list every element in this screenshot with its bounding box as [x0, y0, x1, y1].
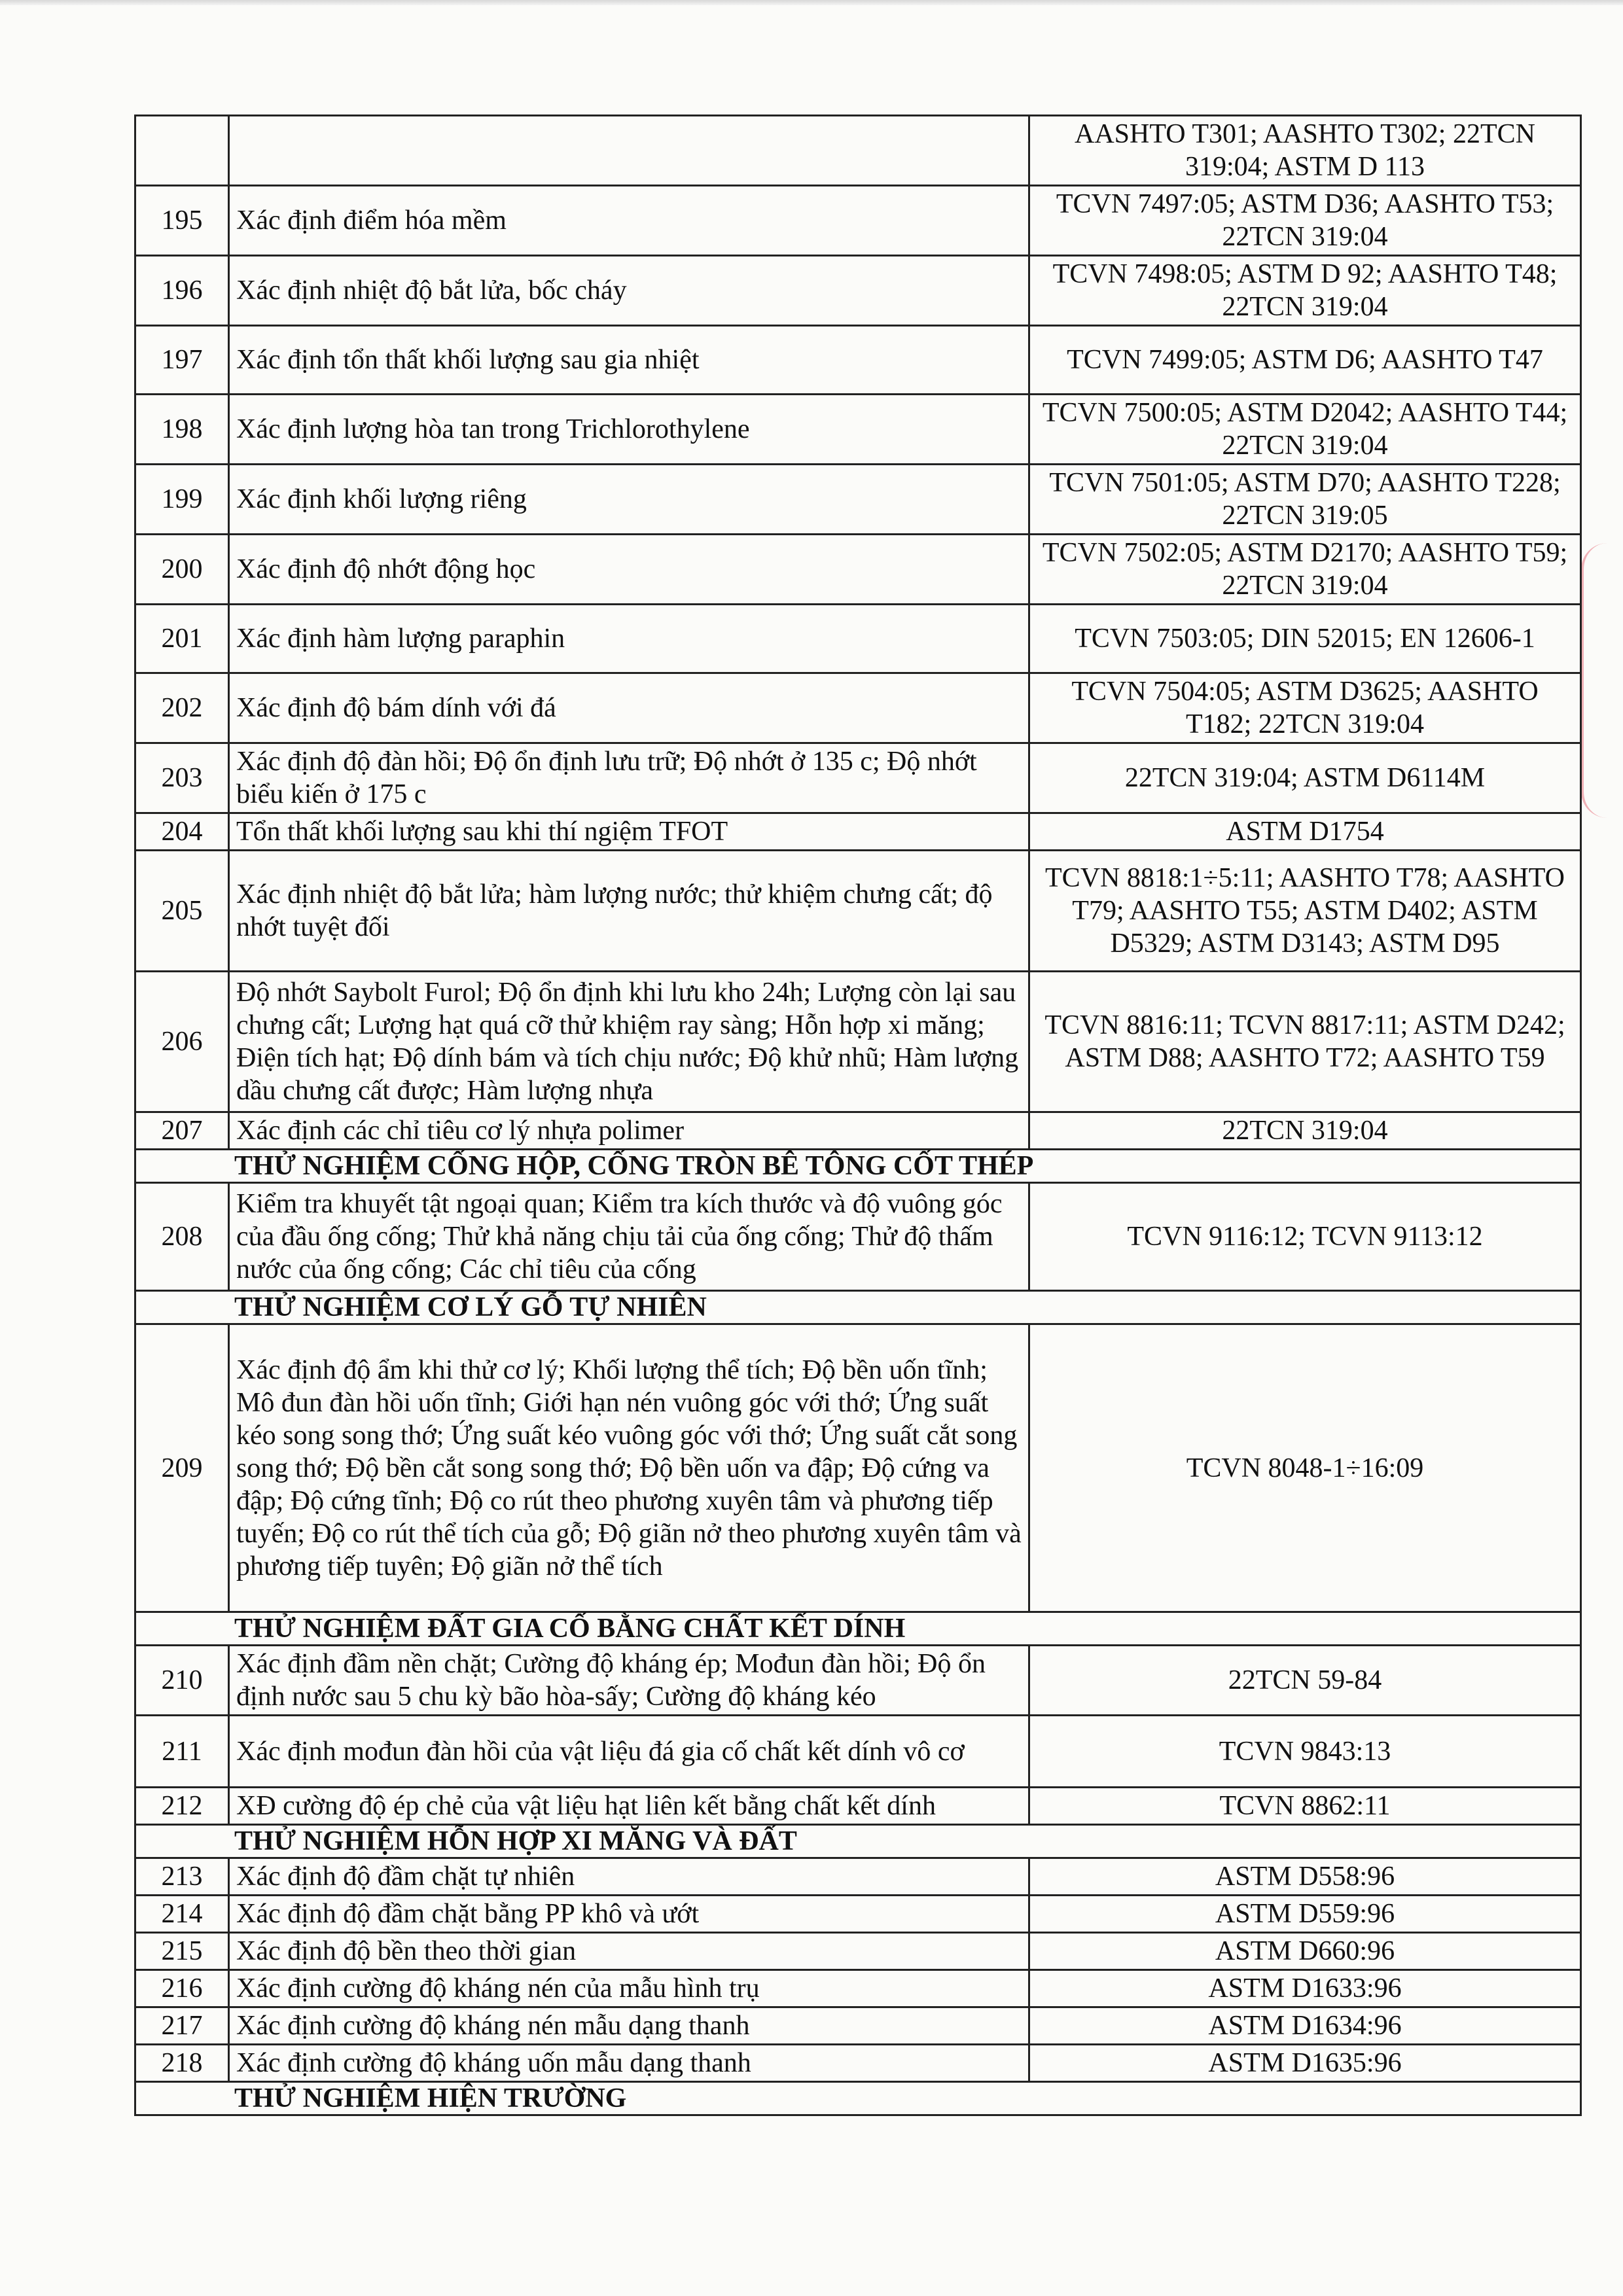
table-row [135, 116, 1581, 186]
row-number: 211 [135, 1716, 229, 1788]
test-standard: TCVN 7497:05; ASTM D36; AASHTO T53; 22TCN 319:04 [1029, 186, 1581, 256]
table-row [135, 2045, 1581, 2082]
row-number: 213 [135, 1858, 229, 1896]
table-row [135, 465, 1581, 535]
section-header-row [135, 1825, 1581, 1858]
row-number: 206 [135, 972, 229, 1112]
section-title: THỬ NGHIỆM HỖN HỢP XI MĂNG VÀ ĐẤT [135, 1825, 1581, 1858]
row-number: 203 [135, 743, 229, 813]
test-standard: ASTM D559:96 [1029, 1896, 1581, 1933]
test-standard: 22TCN 319:04; ASTM D6114M [1029, 743, 1581, 813]
row-number: 214 [135, 1896, 229, 1933]
table-row [135, 1933, 1581, 1970]
table-row [135, 851, 1581, 972]
section-header-row [135, 1150, 1581, 1183]
table-row [135, 395, 1581, 465]
scan-edge [0, 0, 1623, 5]
test-description: Xác định khối lượng riêng [229, 465, 1029, 535]
test-standard: 22TCN 59-84 [1029, 1646, 1581, 1716]
test-standard: TCVN 9843:13 [1029, 1716, 1581, 1788]
row-number [135, 116, 229, 186]
test-description: Xác định độ đầm chặt bằng PP khô và ướt [229, 1896, 1029, 1933]
test-standard: TCVN 8818:1÷5:11; AASHTO T78; AASHTO T79; AASHTO T55; ASTM D402; ASTM D5329; ASTM D3143; ASTM D95 [1029, 851, 1581, 972]
test-standard: 22TCN 319:04 [1029, 1112, 1581, 1150]
test-standard: TCVN 7498:05; ASTM D 92; AASHTO T48; 22TCN 319:04 [1029, 256, 1581, 326]
test-standard: ASTM D1634:96 [1029, 2007, 1581, 2045]
test-description: Xác định hàm lượng paraphin [229, 605, 1029, 673]
table-row [135, 2007, 1581, 2045]
test-description: Xác định cường độ kháng uốn mẫu dạng thanh [229, 2045, 1029, 2082]
table-row [135, 813, 1581, 851]
row-number: 212 [135, 1788, 229, 1825]
section-title: THỬ NGHIỆM HIỆN TRƯỜNG [135, 2082, 1581, 2115]
row-number: 218 [135, 2045, 229, 2082]
test-standard: TCVN 7504:05; ASTM D3625; AASHTO T182; 22TCN 319:04 [1029, 673, 1581, 743]
row-number: 200 [135, 535, 229, 605]
test-standard: TCVN 8862:11 [1029, 1788, 1581, 1825]
test-standard: TCVN 9116:12; TCVN 9113:12 [1029, 1183, 1581, 1291]
test-description: Xác định độ đàn hồi; Độ ổn định lưu trữ; Độ nhớt ở 135 c; Độ nhớt biểu kiến ở 175 c [229, 743, 1029, 813]
test-description: Xác định cường độ kháng nén mẫu dạng thanh [229, 2007, 1029, 2045]
row-number: 198 [135, 395, 229, 465]
test-description: Xác định độ nhớt động học [229, 535, 1029, 605]
section-header-row [135, 2082, 1581, 2115]
row-number: 210 [135, 1646, 229, 1716]
table-row [135, 1896, 1581, 1933]
test-description [229, 116, 1029, 186]
test-standard: TCVN 7503:05; DIN 52015; EN 12606-1 [1029, 605, 1581, 673]
test-standard: TCVN 7502:05; ASTM D2170; AASHTO T59; 22TCN 319:04 [1029, 535, 1581, 605]
row-number: 207 [135, 1112, 229, 1150]
table-row [135, 1716, 1581, 1788]
row-number: 202 [135, 673, 229, 743]
table-row [135, 605, 1581, 673]
row-number: 216 [135, 1970, 229, 2007]
test-description: Xác định độ ẩm khi thử cơ lý; Khối lượng thể tích; Độ bền uốn tĩnh; Mô đun đàn hồi uốn tĩnh; Giới hạn nén vuông góc với thớ; Ứng suất kéo song song thớ; Ứng suất kéo vuông góc với thớ; Ứng suất cắt song song thớ; Độ bền cắt song song thớ; Độ bền uốn va đập; Độ cứng va đập; Độ cứng tĩnh; Độ co rút theo phương xuyên tâm và phương tiếp tuyến; Độ co rút thể tích của gỗ; Độ giãn nở theo phương xuyên tâm và phương tiếp tuyên; Độ giãn nở thể tích [229, 1324, 1029, 1612]
table-row [135, 186, 1581, 256]
row-number: 201 [135, 605, 229, 673]
red-stamp-fragment [1581, 543, 1623, 818]
test-standards-table [134, 115, 1582, 2116]
row-number: 208 [135, 1183, 229, 1291]
test-description: Xác định điểm hóa mềm [229, 186, 1029, 256]
test-description: Xác định độ bền theo thời gian [229, 1933, 1029, 1970]
test-standard: ASTM D1633:96 [1029, 1970, 1581, 2007]
section-title: THỬ NGHIỆM CỐNG HỘP, CỐNG TRÒN BÊ TÔNG CỐT THÉP [135, 1150, 1581, 1183]
table-row [135, 1970, 1581, 2007]
section-header-row [135, 1612, 1581, 1646]
test-standard: TCVN 8048-1÷16:09 [1029, 1324, 1581, 1612]
table-row [135, 673, 1581, 743]
table-row [135, 256, 1581, 326]
row-number: 197 [135, 326, 229, 395]
table-body [135, 116, 1581, 2115]
section-title: THỬ NGHIỆM ĐẤT GIA CỐ BẰNG CHẤT KẾT DÍNH [135, 1612, 1581, 1646]
row-number: 204 [135, 813, 229, 851]
row-number: 195 [135, 186, 229, 256]
table-row [135, 1324, 1581, 1612]
test-description: Kiểm tra khuyết tật ngoại quan; Kiểm tra kích thước và độ vuông góc của đầu ống cống; Thử khả năng chịu tải của ống cống; Thử độ thấm nước của ống cống; Các chỉ tiêu của cống [229, 1183, 1029, 1291]
row-number: 209 [135, 1324, 229, 1612]
test-standard: TCVN 8816:11; TCVN 8817:11; ASTM D242; ASTM D88; AASHTO T72; AASHTO T59 [1029, 972, 1581, 1112]
test-standard: AASHTO T301; AASHTO T302; 22TCN 319:04; ASTM D 113 [1029, 116, 1581, 186]
test-description: Xác định đầm nền chặt; Cường độ kháng ép; Mođun đàn hồi; Độ ổn định nước sau 5 chu kỳ bão hòa-sấy; Cường độ kháng kéo [229, 1646, 1029, 1716]
test-standard: ASTM D1635:96 [1029, 2045, 1581, 2082]
row-number: 215 [135, 1933, 229, 1970]
row-number: 205 [135, 851, 229, 972]
test-description: Độ nhớt Saybolt Furol; Độ ổn định khi lưu kho 24h; Lượng còn lại sau chưng cất; Lượng hạt quá cỡ thử khiệm ray sàng; Hỗn hợp xi măng; Điện tích hạt; Độ dính bám và tích chịu nước; Độ khử nhũ; Hàm lượng dầu chưng cất được; Hàm lượng nhựa [229, 972, 1029, 1112]
test-description: Xác định độ bám dính với đá [229, 673, 1029, 743]
section-header-row [135, 1291, 1581, 1324]
table-row [135, 743, 1581, 813]
test-description: Xác định nhiệt độ bắt lửa, bốc cháy [229, 256, 1029, 326]
section-title: THỬ NGHIỆM CƠ LÝ GỖ TỰ NHIÊN [135, 1291, 1581, 1324]
test-description: Xác định độ đầm chặt tự nhiên [229, 1858, 1029, 1896]
table-row [135, 1183, 1581, 1291]
table-row [135, 1646, 1581, 1716]
test-description: Xác định mođun đàn hồi của vật liệu đá gia cố chất kết dính vô cơ [229, 1716, 1029, 1788]
test-description: Xác định cường độ kháng nén của mẫu hình trụ [229, 1970, 1029, 2007]
row-number: 196 [135, 256, 229, 326]
table-row [135, 972, 1581, 1112]
test-description: XĐ cường độ ép chẻ của vật liệu hạt liên kết bằng chất kết dính [229, 1788, 1029, 1825]
test-standard: TCVN 7501:05; ASTM D70; AASHTO T228; 22TCN 319:05 [1029, 465, 1581, 535]
test-description: Xác định lượng hòa tan trong Trichlorothylene [229, 395, 1029, 465]
test-standard: TCVN 7499:05; ASTM D6; AASHTO T47 [1029, 326, 1581, 395]
table-row [135, 1788, 1581, 1825]
test-description: Tổn thất khối lượng sau khi thí ngiệm TFOT [229, 813, 1029, 851]
test-standard: TCVN 7500:05; ASTM D2042; AASHTO T44; 22TCN 319:04 [1029, 395, 1581, 465]
table-row [135, 1858, 1581, 1896]
test-description: Xác định các chỉ tiêu cơ lý nhựa polimer [229, 1112, 1029, 1150]
table-row [135, 535, 1581, 605]
test-description: Xác định nhiệt độ bắt lửa; hàm lượng nước; thử khiệm chưng cất; độ nhớt tuyệt đối [229, 851, 1029, 972]
table-row [135, 326, 1581, 395]
row-number: 199 [135, 465, 229, 535]
table-row [135, 1112, 1581, 1150]
test-standard: ASTM D660:96 [1029, 1933, 1581, 1970]
test-description: Xác định tổn thất khối lượng sau gia nhiệt [229, 326, 1029, 395]
test-standard: ASTM D1754 [1029, 813, 1581, 851]
row-number: 217 [135, 2007, 229, 2045]
test-standard: ASTM D558:96 [1029, 1858, 1581, 1896]
